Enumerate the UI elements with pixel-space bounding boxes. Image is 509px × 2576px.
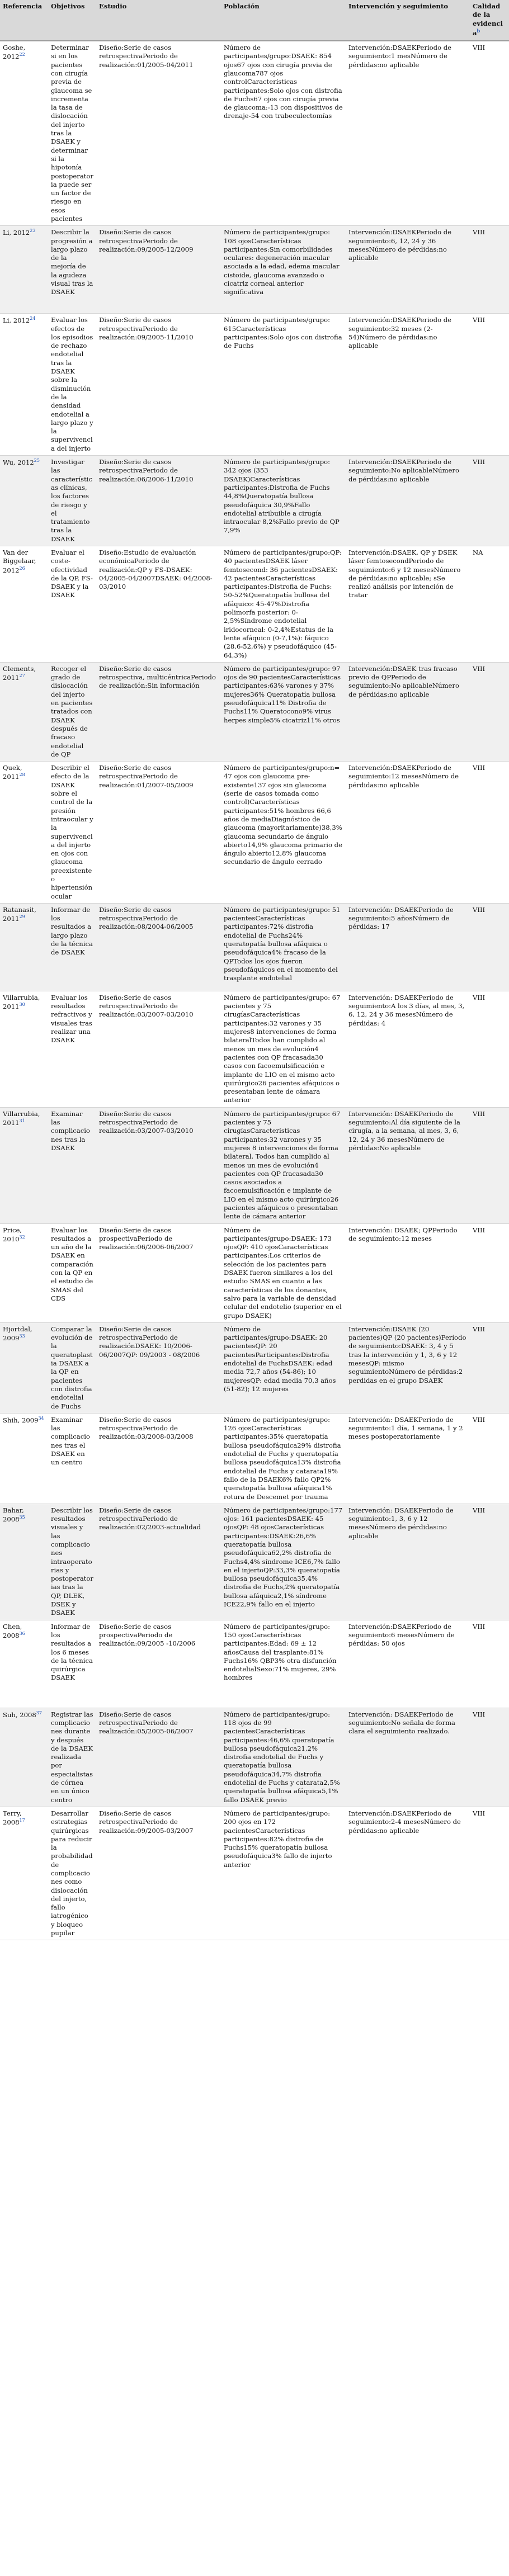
cell-referencia xyxy=(0,546,48,663)
cell-calidad: VIII xyxy=(470,1708,509,1807)
table-row xyxy=(0,991,509,1107)
cell-objetivos: Registrar las complicaciones durante y después de la DSAEK realizada por especialistas de córnea en un único centro xyxy=(48,1708,96,1807)
cell-intervencion: Intervención:DSAEKPeriodo de seguimiento:32 meses (2-54)Número de pérdidas:no aplicable xyxy=(346,314,470,456)
citation-link[interactable]: 29 xyxy=(19,914,25,920)
cell-referencia xyxy=(0,456,48,546)
cell-calidad: VIII xyxy=(470,991,509,1107)
cell-intervencion: Intervención:DSAEK (20 pacientes)QP (20 pacientes)Período de seguimiento:DSAEK: 3, 4 y 5 tras la intervención y 1, 3, 6 y 12 mesesQP: mismo seguimientoNúmero de pérdidas:2 perdidas en el grupo DSAEK xyxy=(346,1322,470,1413)
table-row xyxy=(0,1504,509,1620)
reference-label: Goshe, 2012 xyxy=(3,44,26,61)
table-row xyxy=(0,546,509,663)
cell-intervencion: Intervención:DSAEKPeriodo de seguimiento:No aplicableNúmero de pérdidas:no aplicable xyxy=(346,456,470,546)
header-poblacion: Población xyxy=(221,0,346,41)
cell-referencia xyxy=(0,903,48,991)
cell-referencia xyxy=(0,1413,48,1504)
cell-referencia xyxy=(0,1504,48,1620)
cell-objetivos: Comparar la evolución de la queratoplastia DSAEK a la QP en pacientes con distrofia endotelial de Fuchs xyxy=(48,1322,96,1413)
reference-label: Li, 2012 xyxy=(3,316,30,325)
table-row xyxy=(0,1107,509,1223)
table-row xyxy=(0,226,509,314)
table-row xyxy=(0,41,509,226)
citation-link[interactable]: 28 xyxy=(19,772,25,778)
cell-referencia xyxy=(0,314,48,456)
cell-referencia xyxy=(0,1708,48,1807)
reference-label: Shih, 2009 xyxy=(3,1416,39,1424)
header-row xyxy=(0,0,509,41)
header-referencia: Referencia xyxy=(0,0,48,41)
citation-link[interactable]: 35 xyxy=(19,1515,25,1520)
header-calidad xyxy=(470,0,509,41)
table-row xyxy=(0,1322,509,1413)
cell-estudio: Diseño:Serie de casos retrospectivaPeriodo de realización:01/2005-04/2011 xyxy=(96,41,221,226)
cell-referencia xyxy=(0,1107,48,1223)
cell-calidad: NA xyxy=(470,546,509,663)
cell-referencia xyxy=(0,1807,48,1940)
reference-label: Van der Biggelaar, 2012 xyxy=(3,549,36,574)
citation-link[interactable]: 36 xyxy=(19,1630,25,1636)
citation-link[interactable]: 30 xyxy=(19,1002,25,1008)
cell-poblacion: Número de participantes/grupo: 200 ojos en 172 pacientesCaracterísticas participantes:82% distrofia de Fuchs15% queratopatía bullosa pseudofáquica3% fallo de injerto anterior xyxy=(221,1807,346,1940)
cell-estudio: Diseño:Serie de casos retrospectivaPeriodo de realización:05/2005-06/2007 xyxy=(96,1708,221,1807)
cell-estudio: Diseño:Serie de casos retrospectivaPeriodo de realizaciónDSAEK: 10/2006-06/2007QP: 09/2003 - 08/2006 xyxy=(96,1322,221,1413)
cell-objetivos: Examinar las complicaciones tras el DSAEK en un centro xyxy=(48,1413,96,1504)
cell-objetivos: Desarrollar estrategias quirúrgicas para reducir la probabilidad de complicaciones como dislocación del injerto, fallo iatrogénico y bloqueo pupilar xyxy=(48,1807,96,1940)
cell-intervencion: Intervención:DSAEKPeriodo de seguimiento:2-4 mesesNúmero de pérdidas:no aplicable xyxy=(346,1807,470,1940)
cell-poblacion: Número de participantes/grupo: 615Características participantes:Solo ojos con distrofia de Fuchs xyxy=(221,314,346,456)
citation-link[interactable]: 26 xyxy=(19,565,25,571)
citation-link[interactable]: 37 xyxy=(36,1710,42,1715)
cell-intervencion: Intervención:DSAEKPeriodo de seguimiento:6 mesesNúmero de pérdidas: 50 ojos xyxy=(346,1620,470,1708)
cell-poblacion: Número de participantes/grupo:177 ojos: 161 pacientesDSAEK: 45 ojosQP: 48 ojosCaracterísticas participantes:DSAEK:26,6% queratopatía bullosa pseudofáquica62,2% distrofia de Fuchs4,4% síndrome ICE6,7% fallo en el injertoQP:33,3% queratopatía bullosa pseudofáquica35,4% distrofia de Fuchs,2% queratopatía bullosa afáquica2,1% síndrome ICE22,9% fallo en el injerto xyxy=(221,1504,346,1620)
cell-intervencion: Intervención: DSAEKPeriodo de seguimiento:1 día, 1 semana, 1 y 2 meses postoperatoriamente xyxy=(346,1413,470,1504)
cell-referencia xyxy=(0,662,48,761)
header-intervencion: Intervención y seguimiento xyxy=(346,0,470,41)
cell-calidad: VIII xyxy=(470,1413,509,1504)
table-row xyxy=(0,1413,509,1504)
cell-objetivos: Evaluar el coste-efectividad de la QP, FS-DSAEK y la DSAEK xyxy=(48,546,96,663)
cell-poblacion: Número de participantes/grupo: 118 ojos de 99 pacientesCaracterísticas participantes:46,6% queratopatía bullosa pseudofáquica21,2% distrofia endotelial de Fuchs y queratopatía bullosa pseudofáquica34,7% distrofia endotelial de Fuchs y catarata2,5% queratopatía bullosa afáquica5,1% fallo DSAEK previo xyxy=(221,1708,346,1807)
header-estudio: Estudio xyxy=(96,0,221,41)
cell-calidad: VIII xyxy=(470,1807,509,1940)
cell-calidad: VIII xyxy=(470,1322,509,1413)
cell-calidad: VIII xyxy=(470,762,509,904)
reference-label: Quek, 2011 xyxy=(3,764,22,781)
cell-intervencion: Intervención: DSAEKPeriodo de seguimiento:1, 3, 6 y 12 mesesNúmero de pérdidas:no aplicable xyxy=(346,1504,470,1620)
reference-label: Hjortdal, 2009 xyxy=(3,1325,32,1343)
cell-poblacion: Número de participantes/grupo:DSAEK: 173 ojosQP: 410 ojosCaracterísticas participantes:Los criterios de selección de los pacientes para DSAEK fueron similares a los del estudio SMAS en cuanto a las características de los donantes, salvo para la variable de densidad celular del endotelio (superior en el grupo DSAEK) xyxy=(221,1223,346,1322)
cell-objetivos: Describir la progresión a largo plazo de la mejoría de la agudeza visual tras la DSAEK xyxy=(48,226,96,314)
reference-label: Chen, 2008 xyxy=(3,1622,22,1639)
table-row xyxy=(0,762,509,904)
citation-link[interactable]: 31 xyxy=(19,1118,25,1124)
citation-link[interactable]: 23 xyxy=(30,228,36,234)
cell-intervencion: Intervención:DSAEKPeriodo de seguimiento:6, 12, 24 y 36 mesesNúmero de pérdidas:no aplicable xyxy=(346,226,470,314)
reference-label: Li, 2012 xyxy=(3,229,30,237)
cell-referencia xyxy=(0,991,48,1107)
citation-link[interactable]: 22 xyxy=(19,52,25,58)
cell-objetivos: Investigar las características clínicas, los factores de riesgo y el tratamiento tras la DSAEK xyxy=(48,456,96,546)
cell-estudio: Diseño:Serie de casos retrospectivaPeriodo de realización:03/2008-03/2008 xyxy=(96,1413,221,1504)
cell-objetivos: Evaluar los efectos de los episodios de rechazo endotelial tras la DSAEK sobre la disminución de la densidad endotelial a largo plazo y la supervivencia del injerto xyxy=(48,314,96,456)
cell-poblacion: Número de participantes/grupo: 342 ojos (353 DSAEK)Características participantes:Distrofia de Fuchs 44,8%Queratopatía bullosa pseudofáquica 30,9%Fallo endotelial atribuible a cirugía intraocular 8,2%Fallo previo de QP 7,9% xyxy=(221,456,346,546)
reference-label: Price, 2010 xyxy=(3,1226,22,1243)
table-row xyxy=(0,1708,509,1807)
cell-calidad: VIII xyxy=(470,314,509,456)
cell-poblacion: Número de participantes/grupo:DSAEK: 854 ojos67 ojos con cirugía previa de glaucoma787 ojos controlCaracterísticas participantes:Solo ojos con distrofia de Fuchs67 ojos con cirugía previa de glaucoma:-13 con dispositivos de drenaje-54 con trabeculectomías xyxy=(221,41,346,226)
header-calidad-label: Calidad de la evidencia xyxy=(473,2,503,37)
table-row xyxy=(0,1223,509,1322)
table-row xyxy=(0,1620,509,1708)
cell-intervencion: Intervención:DSAEK tras fracaso previo de QPPeriodo de seguimiento:No aplicableNúmero de pérdidas:no aplicable xyxy=(346,662,470,761)
cell-referencia xyxy=(0,1322,48,1413)
reference-label: Villarrubia, 2011 xyxy=(3,993,40,1011)
cell-poblacion: Número de participantes/grupo: 51 pacientesCaracterísticas participantes:72% distrofia endotelial de Fuchs24% queratopatía bullosa afáquica o pseudofáquica4% fracaso de la QPTodos los ojos fueron pseudofáquicos en el momento del trasplante endotelial xyxy=(221,903,346,991)
cell-intervencion: Intervención: DSAEKPeriodo de seguimiento:No señala de forma clara el seguimiento realizado. xyxy=(346,1708,470,1807)
cell-intervencion: Intervención: DSAEKPeriodo de seguimiento:A los 3 días, al mes, 3, 6, 12, 24 y 36 mesesNúmero de pérdidas: 4 xyxy=(346,991,470,1107)
cell-intervencion: Intervención:DSAEKPeriodo de seguimiento:1 mesNúmero de pérdidas:no aplicable xyxy=(346,41,470,226)
cell-intervencion: Intervención: DSAEKPeriodo de seguimiento:5 añosNúmero de pérdidas: 17 xyxy=(346,903,470,991)
citation-link[interactable]: 33 xyxy=(19,1334,25,1339)
cell-poblacion: Número de participantes/grupo: 97 ojos de 90 pacientesCaracterísticas participantes:63% varones y 37% mujeres36% Queratopatía bullosa pseudofáquica11% Distrofia de Fuchs11% Queratocono9% virus herpes simple5% cicatriz11% otros xyxy=(221,662,346,761)
cell-poblacion: Número de participantes/grupo: 67 pacientes y 75 cirugíasCaracterísticas participantes:32 varones y 35 mujeres 8 intervenciones de forma bilateral, Todos han cumplido al menos un mes de evolución4 pacientes con QP fracasada30 casos asociados a facoemulsificación e implante de LIO en el mismo acto quirúrgico26 pacientes afáquicos o presentaban lente de cámara anterior xyxy=(221,1107,346,1223)
reference-label: Bahar, 2008 xyxy=(3,1506,24,1523)
citation-link[interactable]: 24 xyxy=(30,316,36,322)
cell-calidad: VIII xyxy=(470,456,509,546)
cell-objetivos: Describir los resultados visuales y las complicaciones intraoperatorias y postoperatorias tras la QP, DLEK, DSEK y DSAEK xyxy=(48,1504,96,1620)
citation-link[interactable]: 17 xyxy=(19,1818,25,1823)
cell-poblacion: Número de participantes/grupo: 108 ojosCaracterísticas participantes:Sin comorbilidades oculares: degeneración macular asociada a la edad, edema macular cistoide, glaucoma avanzado o cicatriz corneal anterior significativa xyxy=(221,226,346,314)
reference-label: Ratanasit, 2011 xyxy=(3,905,36,923)
reference-label: Villarrubia, 2011 xyxy=(3,1109,40,1127)
reference-label: Wu, 2012 xyxy=(3,458,34,466)
table-row xyxy=(0,903,509,991)
citation-link[interactable]: 32 xyxy=(19,1234,25,1240)
cell-objetivos: Evaluar los resultados a un año de la DSAEK en comparación con la QP en el estudio de SMAS del CDS xyxy=(48,1223,96,1322)
cell-estudio: Diseño:Serie de casos retrospectivaPeriodo de realización:09/2005-11/2010 xyxy=(96,314,221,456)
cell-intervencion: Intervención: DSAEK; QPPeriodo de seguimiento:12 meses xyxy=(346,1223,470,1322)
cell-referencia xyxy=(0,762,48,904)
cell-objetivos: Examinar las complicaciones tras la DSAEK xyxy=(48,1107,96,1223)
cell-objetivos: Describir el efecto de la DSAEK sobre el control de la presión intraocular y la supervivencia del injerto en ojos con glaucoma preexistente o hipertensión ocular xyxy=(48,762,96,904)
cell-calidad: VIII xyxy=(470,1107,509,1223)
cell-calidad: VIII xyxy=(470,1620,509,1708)
table-row xyxy=(0,1807,509,1940)
cell-calidad: VIII xyxy=(470,662,509,761)
citation-link[interactable]: 34 xyxy=(38,1415,44,1421)
cell-calidad: VIII xyxy=(470,1223,509,1322)
cell-poblacion: Número de participantes/grupo:n= 47 ojos con glaucoma pre-existente137 ojos sin glaucoma (serie de casos tomada como control)Características participantes:51% hombres 66,6 años de mediaDiagnóstico de glaucoma (mayoritariamente)38,3% glaucoma secundario de ángulo abierto14,9% glaucoma primario de ángulo abierto12,8% glaucoma secundario de ángulo cerrado xyxy=(221,762,346,904)
cell-estudio: Diseño:Serie de casos prospectivaPeriodo de realización:09/2005 -10/2006 xyxy=(96,1620,221,1708)
cell-calidad: VIII xyxy=(470,226,509,314)
cell-estudio: Diseño:Serie de casos retrospectivaPeriodo de realización:09/2005-12/2009 xyxy=(96,226,221,314)
cell-intervencion: Intervención:DSAEKPeriodo de seguimiento:12 mesesNúmero de pérdidas:no aplicable xyxy=(346,762,470,904)
cell-objetivos: Determinar si en los pacientes con cirugía previa de glaucoma se incrementa la tasa de dislocación del injerto tras la DSAEK y determinar si la hipotonía postoperatoria puede ser un factor de riesgo en esos pacientes xyxy=(48,41,96,226)
cell-poblacion: Número de participantes/grupo: 126 ojosCaracterísticas participantes:35% queratopatía bullosa pseudofáquica29% distrofia endotelial de Fuchs y queratopatía bullosa pseudofáquica13% distrofia endotelial de Fuchs y catarata19% fallo de la DSAEK6% fallo QP2% queratopatía bullosa afáquica1% rotura de Descemet por trauma xyxy=(221,1413,346,1504)
citation-link[interactable]: 25 xyxy=(34,458,40,464)
cell-estudio: Diseño:Serie de casos retrospectivaPeriodo de realización:03/2007-03/2010 xyxy=(96,991,221,1107)
cell-estudio: Diseño:Serie de casos retrospectivaPeriodo de realización:09/2005-03/2007 xyxy=(96,1807,221,1940)
cell-estudio: Diseño:Serie de casos retrospectivaPeriodo de realización:03/2007-03/2010 xyxy=(96,1107,221,1223)
cell-estudio: Diseño:Serie de casos retrospectiva, multicéntricaPeriodo de realización:Sin información xyxy=(96,662,221,761)
cell-objetivos: Informar de los resultados a los 6 meses de la técnica quirúrgica DSAEK xyxy=(48,1620,96,1708)
cell-calidad: VIII xyxy=(470,903,509,991)
reference-label: Terry, 2008 xyxy=(3,1809,22,1827)
table-row xyxy=(0,314,509,456)
cell-objetivos: Recoger el grado de dislocación del injerto en pacientes tratados con DSAEK después de fracaso endotelial de QP xyxy=(48,662,96,761)
cell-calidad: VIII xyxy=(470,41,509,226)
cell-referencia xyxy=(0,226,48,314)
cell-calidad: VIII xyxy=(470,1504,509,1620)
cell-estudio: Diseño:Serie de casos prospectivaPeriodo de realización:06/2006-06/2007 xyxy=(96,1223,221,1322)
cell-referencia xyxy=(0,1620,48,1708)
cell-objetivos: Informar de los resultados a largo plazo de la técnica de DSAEK xyxy=(48,903,96,991)
cell-poblacion: Número de participantes/grupo:QP: 40 pacientesDSAEK láser femtosecond: 36 pacientesDSAEK: 42 pacientesCaracterísticas participantes:Distrofia de Fuchs: 50-52%Queratopatía bullosa del afáquico: 45-47%Distrofia polimorfa posterior: 0-2,5%Síndrome endotelial iridocorneal: 0-2,4%Estatus de la lente afáquico (0-7,1%): fáquico (28,6-52,6%) y pseudofáquico (45-64,3%) xyxy=(221,546,346,663)
cell-objetivos: Evaluar los resultados refractivos y visuales tras realizar una DSAEK xyxy=(48,991,96,1107)
cell-estudio: Diseño:Serie de casos retrospectivaPeriodo de realización:01/2007-05/2009 xyxy=(96,762,221,904)
table-row xyxy=(0,456,509,546)
cell-intervencion: Intervención: DSAEKPeriodo de seguimiento:Al día siguiente de la cirugía, a la semana, al mes, 3, 6, 12, 24 y 36 mesesNúmero de pérdidas:No aplicable xyxy=(346,1107,470,1223)
reference-label: Suh, 2008 xyxy=(3,1710,36,1719)
cell-referencia xyxy=(0,41,48,226)
cell-estudio: Diseño:Serie de casos retrospectivaPeriodo de realización:06/2006-11/2010 xyxy=(96,456,221,546)
cell-poblacion: Número de participantes/grupo: 67 pacientes y 75 cirugíasCaracterísticas participantes:32 varones y 35 mujeres8 intervenciones de forma bilateralTodos han cumplido al menos un mes de evolución4 pacientes con QP fracasada30 casos con facoemulsificación e implante de LIO en el mismo acto quirúrgico26 pacientes afáquicos o presentaban lente de cámara anterior xyxy=(221,991,346,1107)
cell-intervencion: Intervención:DSAEK, QP y DSEK láser femtosecondPeriodo de seguimiento:6 y 12 mesesNúmero de pérdidas:no aplicable; sSe realizó análisis por intención de tratar xyxy=(346,546,470,663)
table-body xyxy=(0,41,509,1940)
reference-label: Clements, 2011 xyxy=(3,664,36,682)
cell-poblacion: Número de participantes/grupo: 150 ojosCaracterísticas participantes:Edad: 69 ± 12 añosCausa del trasplante:81% Fuchs16% QBP3% otra disfunción endotelialSexo:71% mujeres, 29% hombres xyxy=(221,1620,346,1708)
citation-link[interactable]: 27 xyxy=(19,673,25,679)
table-row xyxy=(0,662,509,761)
header-objetivos: Objetivos xyxy=(48,0,96,41)
cell-estudio: Diseño:Serie de casos retrospectivaPeriodo de realización:08/2004-06/2005 xyxy=(96,903,221,991)
cell-estudio: Diseño:Serie de casos retrospectivaPeriodo de realización:02/2003-actualidad xyxy=(96,1504,221,1620)
cell-poblacion: Número de participantes/grupo:DSAEK: 20 pacientesQP: 20 pacientesParticipantes:Distrofia endotelial de FuchsDSAEK: edad media 72,7 años (54-86); 10 mujeresQP: edad media 70,3 años (51-82); 12 mujeres xyxy=(221,1322,346,1413)
cell-estudio: Diseño:Estudio de evaluación económicaPeriodo de realización:QP y FS-DSAEK: 04/2005-04/2007DSAEK: 04/2008-03/2010 xyxy=(96,546,221,663)
cell-referencia xyxy=(0,1223,48,1322)
header-calidad-citation[interactable]: b xyxy=(477,27,480,34)
table-header xyxy=(0,0,509,41)
